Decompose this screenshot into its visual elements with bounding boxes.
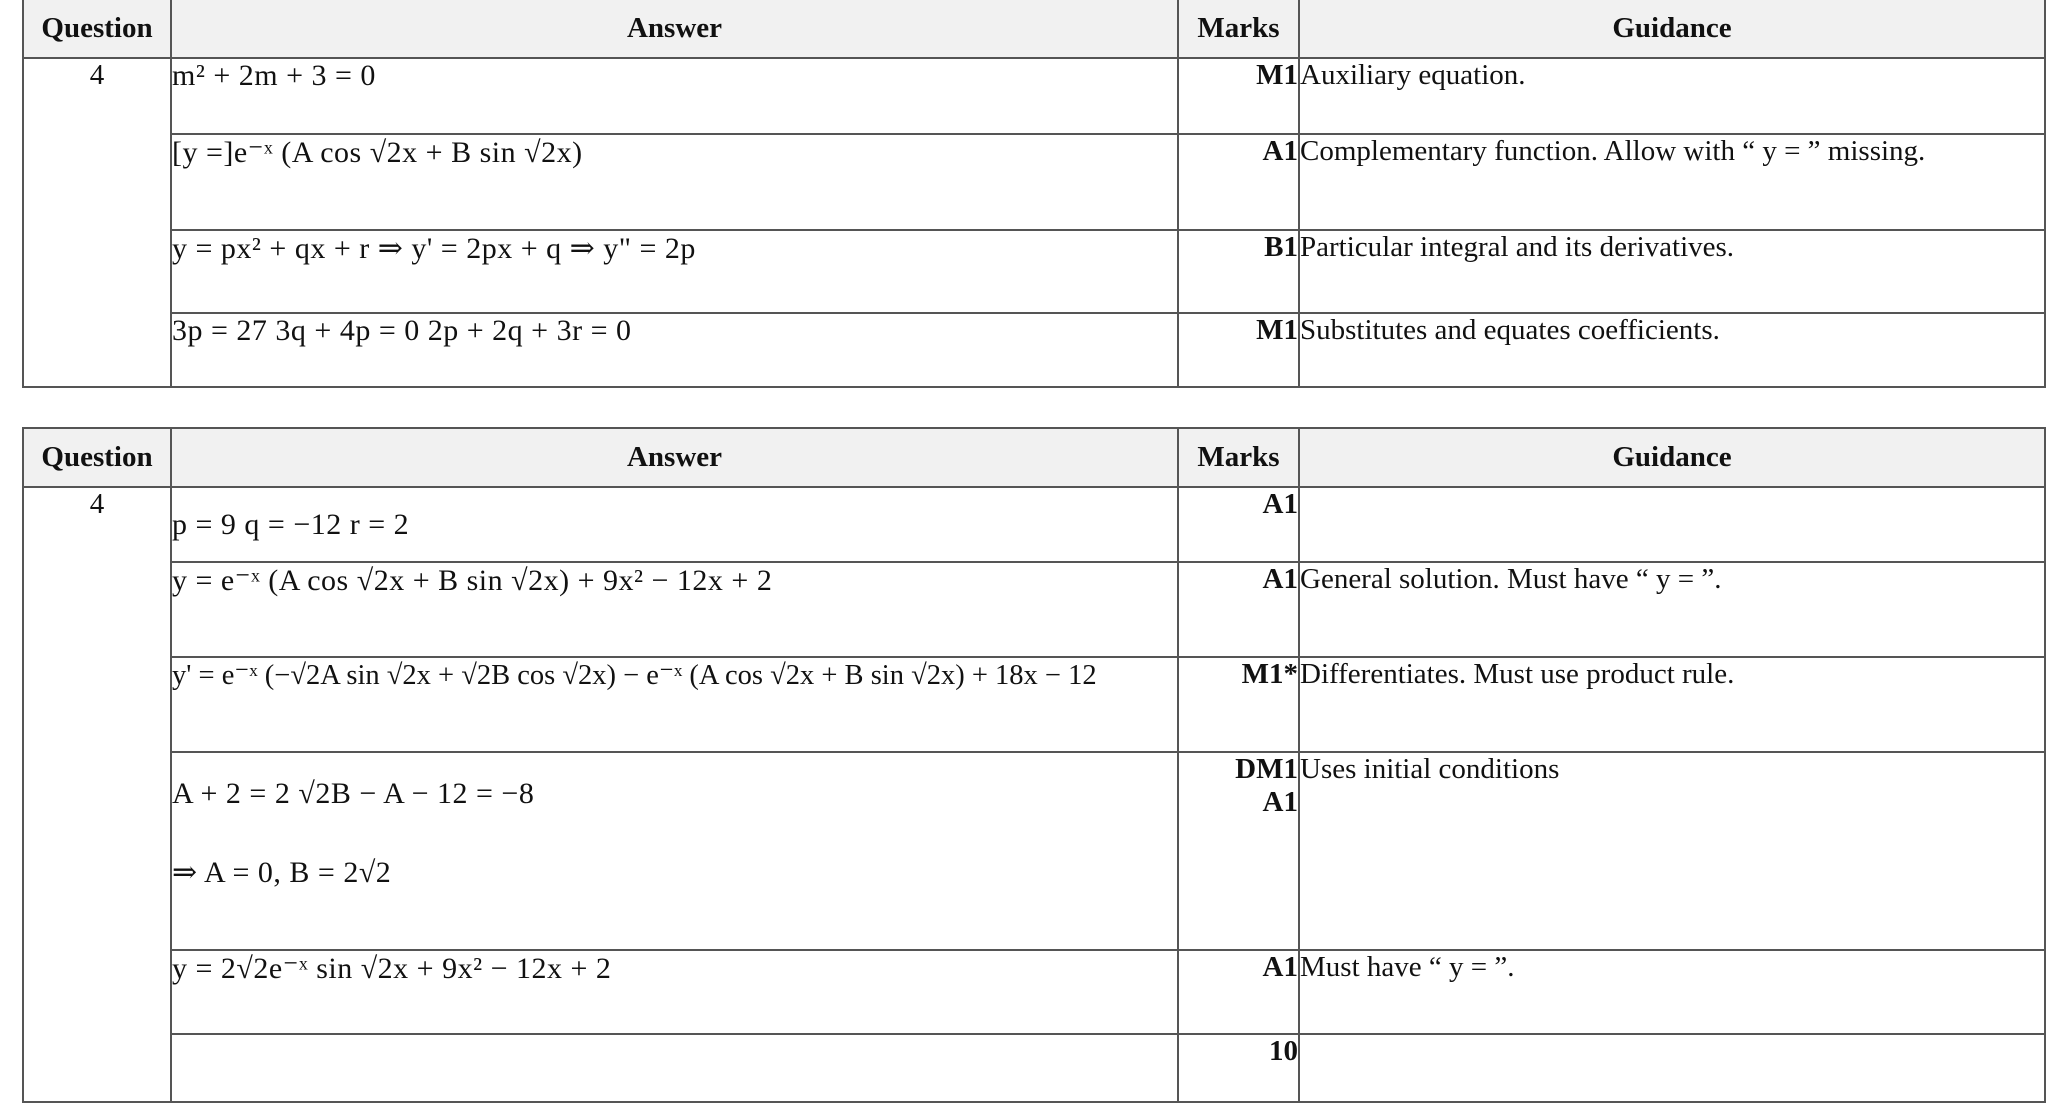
answer-cell [171, 752, 1178, 950]
answer-cell [171, 134, 1178, 230]
answer-math: y = px² + qx + r ⇒ y' = 2px + q ⇒ y" = 2p [172, 232, 696, 265]
answer-math: [y =]e⁻ˣ (A cos √2x + B sin √2x) [172, 136, 583, 169]
answer-math: y' = e⁻ˣ (−√2A sin √2x + √2B cos √2x) − e⁻ˣ (A cos √2x + B sin √2x) + 18x − 12 [172, 660, 1097, 691]
header-guidance: Guidance [1299, 428, 2045, 487]
answer-cell [171, 313, 1178, 387]
marks-cell: B1 [1178, 230, 1299, 313]
answer-math: p = 9 q = −12 r = 2 [172, 508, 410, 541]
answer-math-line-2: ⇒ A = 0, B = 2√2 [172, 856, 392, 889]
marks-cell: M1 [1178, 313, 1299, 387]
guidance-cell: Particular integral and its derivatives. [1299, 230, 2045, 313]
answer-cell [171, 562, 1178, 657]
answer-math: A + 2 = 2 √2B − A − 12 = −8 [172, 777, 535, 810]
answer-cell [171, 58, 1178, 134]
guidance-cell: Complementary function. Allow with “ y = ” missing. [1299, 134, 2045, 230]
guidance-cell [1299, 487, 2045, 562]
header-question: Question [23, 428, 171, 487]
marks-line-1: DM1 [1235, 753, 1298, 785]
header-row [23, 0, 2045, 58]
table-row [23, 950, 2045, 1034]
table-row [23, 562, 2045, 657]
total-marks-cell: 10 [1178, 1034, 1299, 1102]
marks-cell: M1* [1178, 657, 1299, 752]
question-number: 4 [23, 487, 171, 1102]
answer-cell [171, 230, 1178, 313]
marks-cell: A1 [1178, 950, 1299, 1034]
answer-math: m² + 2m + 3 = 0 [172, 59, 376, 92]
marks-cell: A1 [1178, 487, 1299, 562]
answer-math: 3p = 27 3q + 4p = 0 2p + 2q + 3r = 0 [172, 314, 632, 347]
table-row-total [23, 1034, 2045, 1102]
table-row [23, 313, 2045, 387]
guidance-cell: General solution. Must have “ y = ”. [1299, 562, 2045, 657]
header-question: Question [23, 0, 171, 58]
answer-cell [171, 1034, 1178, 1102]
marks-cell: M1 [1178, 58, 1299, 134]
table-row [23, 487, 2045, 562]
header-marks: Marks [1178, 428, 1299, 487]
mark-scheme-table-2 [22, 427, 2046, 1103]
guidance-cell: Auxiliary equation. [1299, 58, 2045, 134]
marks-line-2: A1 [1262, 786, 1298, 818]
answer-cell [171, 657, 1178, 752]
question-number: 4 [23, 58, 171, 387]
table-row [23, 58, 2045, 134]
header-answer: Answer [171, 0, 1178, 58]
header-answer: Answer [171, 428, 1178, 487]
guidance-cell: Differentiates. Must use product rule. [1299, 657, 2045, 752]
table-row [23, 657, 2045, 752]
guidance-cell: Must have “ y = ”. [1299, 950, 2045, 1034]
header-row [23, 428, 2045, 487]
answer-cell [171, 487, 1178, 562]
marks-cell [1178, 752, 1299, 950]
mark-scheme-table-1 [22, 0, 2046, 388]
answer-math: y = 2√2e⁻ˣ sin √2x + 9x² − 12x + 2 [172, 952, 612, 985]
header-guidance: Guidance [1299, 0, 2045, 58]
table-row [23, 752, 2045, 950]
marks-cell: A1 [1178, 134, 1299, 230]
marks-cell: A1 [1178, 562, 1299, 657]
header-marks: Marks [1178, 0, 1299, 58]
table-row [23, 230, 2045, 313]
guidance-cell: Uses initial conditions [1299, 752, 2045, 950]
guidance-cell [1299, 1034, 2045, 1102]
guidance-cell: Substitutes and equates coefficients. [1299, 313, 2045, 387]
table-row [23, 134, 2045, 230]
answer-math: y = e⁻ˣ (A cos √2x + B sin √2x) + 9x² − 12x + 2 [172, 564, 773, 597]
answer-cell [171, 950, 1178, 1034]
